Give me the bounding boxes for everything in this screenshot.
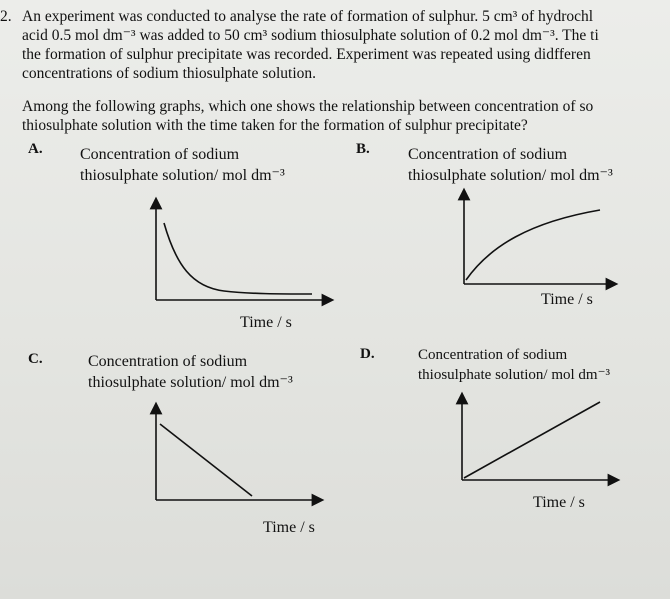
option-c-x-label: Time / s	[263, 519, 315, 536]
option-c-graph	[140, 400, 325, 510]
option-a-graph	[140, 195, 340, 310]
question-line-4: concentrations of sodium thiosulphate solution.	[22, 65, 317, 82]
prompt-line-1: Among the following graphs, which one shows the relationship between concentration of so	[22, 98, 594, 115]
option-c-label[interactable]: C.	[28, 351, 43, 367]
option-d-graph	[448, 392, 623, 492]
option-c-line	[160, 424, 252, 496]
question-line-1: An experiment was conducted to analyse the rate of formation of sulphur. 5 cm³ of hydrochl	[22, 8, 594, 25]
option-b-label[interactable]: B.	[356, 141, 370, 157]
option-b-curve	[466, 210, 600, 280]
option-a-title-line-2: thiosulphate solution/ mol dm⁻³	[80, 167, 285, 184]
option-a-title-line-1: Concentration of sodium	[80, 146, 240, 163]
option-c-title-line-1: Concentration of sodium	[88, 353, 248, 370]
question-number: 2.	[0, 8, 12, 25]
option-d-title-line-1: Concentration of sodium	[418, 347, 568, 363]
option-d-label[interactable]: D.	[360, 346, 375, 362]
option-d-title-line-2: thiosulphate solution/ mol dm⁻³	[418, 367, 610, 383]
option-b-x-label: Time / s	[541, 291, 593, 308]
question-line-2: acid 0.5 mol dm⁻³ was added to 50 cm³ sodium thiosulphate solution of 0.2 mol dm⁻³. The ti	[22, 27, 599, 44]
option-a-label[interactable]: A.	[28, 141, 43, 157]
option-b-title-line-1: Concentration of sodium	[408, 146, 568, 163]
option-b-graph	[450, 186, 620, 296]
option-d-x-label: Time / s	[533, 494, 585, 511]
question-line-3: the formation of sulphur precipitate was recorded. Experiment was repeated using didfferen	[22, 46, 591, 63]
option-d-line	[464, 402, 600, 478]
prompt-line-2: thiosulphate solution with the time taken for the formation of sulphur precipitate?	[22, 117, 528, 134]
option-a-x-label: Time / s	[240, 314, 292, 331]
option-c-title-line-2: thiosulphate solution/ mol dm⁻³	[88, 374, 293, 391]
option-a-curve	[164, 223, 312, 294]
option-b-title-line-2: thiosulphate solution/ mol dm⁻³	[408, 167, 613, 184]
